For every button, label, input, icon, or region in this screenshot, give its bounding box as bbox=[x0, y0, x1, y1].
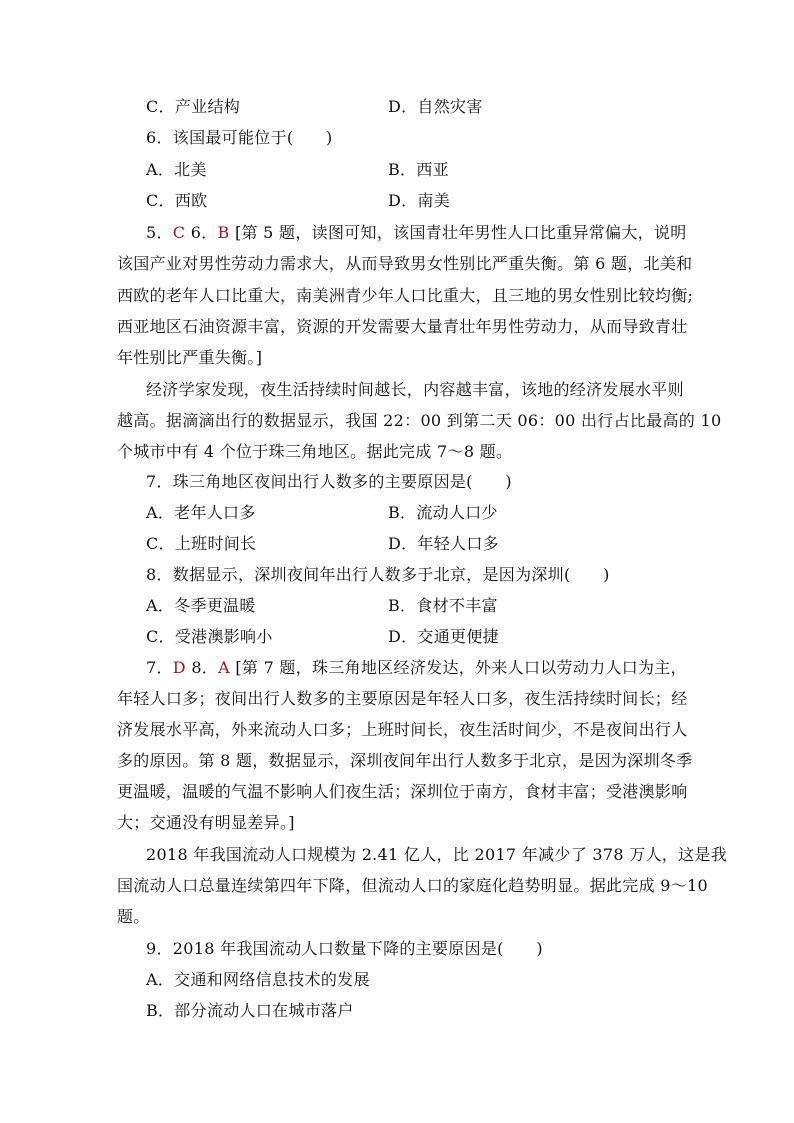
q9-option-b: B．部分流动人口在城市落户 bbox=[146, 1001, 354, 1020]
answer-7-number: 7． bbox=[146, 658, 173, 677]
answer-7-key: D bbox=[172, 658, 186, 677]
answer-5-6-line-1 bbox=[146, 223, 687, 243]
passage-7-8-line-3: 个城市中有 4 个位于珠三角地区。据此完成 7～8 题。 bbox=[117, 442, 513, 461]
answer-5-6-explanation-start: [第 5 题，读图可知，该国青壮年男性人口比重异常偏大，说明 bbox=[234, 223, 687, 242]
passage-7-8-line-1: 经济学家发现，夜生活持续时间越长，内容越丰富，该地的经济发展水平则 bbox=[146, 380, 684, 399]
q9-stem: 9．2018 年我国流动人口数量下降的主要原因是( ) bbox=[146, 939, 543, 958]
q7-option-c: C．上班时间长 bbox=[146, 534, 257, 553]
q8-option-b: B．食材不丰富 bbox=[388, 596, 498, 615]
passage-7-8-line-2: 越高。据滴滴出行的数据显示，我国 22：00 到第二天 06：00 出行占比最高的 10 bbox=[117, 411, 722, 430]
answer-5-6-line-5: 年性别比严重失衡。] bbox=[117, 348, 263, 367]
q6-option-c: C．西欧 bbox=[146, 191, 208, 210]
answer-7-8-line-1 bbox=[146, 658, 687, 678]
answer-7-8-line-3: 济发展水平高，外来流动人口多；上班时间长，夜生活时间少，不是夜间出行人 bbox=[117, 720, 688, 739]
answer-6-number: 6． bbox=[190, 223, 218, 242]
answer-5-6-line-3: 西欧的老年人口比重大，南美洲青少年人口比重大，且三地的男女性别比较均衡; bbox=[117, 286, 694, 305]
q7-option-b: B．流动人口少 bbox=[388, 503, 498, 522]
answer-7-8-line-4: 多的原因。第 8 题，数据显示，深圳夜间年出行人数多于北京，是因为深圳冬季 bbox=[117, 751, 693, 770]
answer-8-key: A bbox=[218, 658, 230, 677]
q7-option-d: D．年轻人口多 bbox=[388, 534, 499, 553]
q8-option-a: A．冬季更温暖 bbox=[146, 596, 256, 615]
q8-option-c: C．受港澳影响小 bbox=[146, 627, 273, 646]
answer-6-key: B bbox=[217, 223, 230, 242]
answer-7-8-explanation-start: [第 7 题，珠三角地区经济发达，外来人口以劳动力人口为主， bbox=[235, 658, 687, 677]
answer-5-number: 5． bbox=[146, 223, 173, 242]
answer-5-6-line-2: 该国产业对男性劳动力需求大，从而导致男女性别比严重失衡。第 6 题，北美和 bbox=[117, 254, 693, 273]
q8-stem: 8．数据显示，深圳夜间年出行人数多于北京，是因为深圳( ) bbox=[146, 565, 610, 584]
answer-8-number: 8． bbox=[191, 658, 219, 677]
q6-option-d: D．南美 bbox=[388, 191, 451, 210]
passage-9-10-line-2: 国流动人口总量连续第四年下降，但流动人口的家庭化趋势明显。据此完成 9～10 bbox=[117, 876, 709, 895]
answer-7-8-line-6: 大；交通没有明显差异。] bbox=[117, 813, 295, 832]
q5-option-c: C．产业结构 bbox=[146, 97, 241, 116]
answer-5-6-line-4: 西亚地区石油资源丰富，资源的开发需要大量青壮年男性劳动力，从而导致青壮 bbox=[117, 317, 688, 336]
q6-option-a: A．北美 bbox=[146, 160, 207, 179]
passage-9-10-line-1: 2018 年我国流动人口规模为 2.41 亿人，比 2017 年减少了 378 万人，这是我 bbox=[146, 845, 728, 864]
q6-stem: 6．该国最可能位于( ) bbox=[146, 128, 333, 147]
answer-7-8-line-5: 更温暖，温暖的气温不影响人们夜生活；深圳位于南方，食材丰富；受港澳影响 bbox=[117, 782, 688, 801]
q5-option-d: D．自然灾害 bbox=[388, 97, 483, 116]
q7-option-a: A．老年人口多 bbox=[146, 503, 256, 522]
q6-option-b: B．西亚 bbox=[388, 160, 449, 179]
q7-stem: 7．珠三角地区夜间出行人数多的主要原因是( ) bbox=[146, 472, 512, 491]
q9-option-a: A．交通和网络信息技术的发展 bbox=[146, 970, 370, 989]
q8-option-d: D．交通更便捷 bbox=[388, 627, 499, 646]
passage-9-10-line-3: 题。 bbox=[117, 907, 150, 926]
answer-5-key: C bbox=[172, 223, 186, 242]
answer-7-8-line-2: 年轻人口多；夜间出行人数多的主要原因是年轻人口多，夜生活持续时间长；经 bbox=[117, 689, 688, 708]
